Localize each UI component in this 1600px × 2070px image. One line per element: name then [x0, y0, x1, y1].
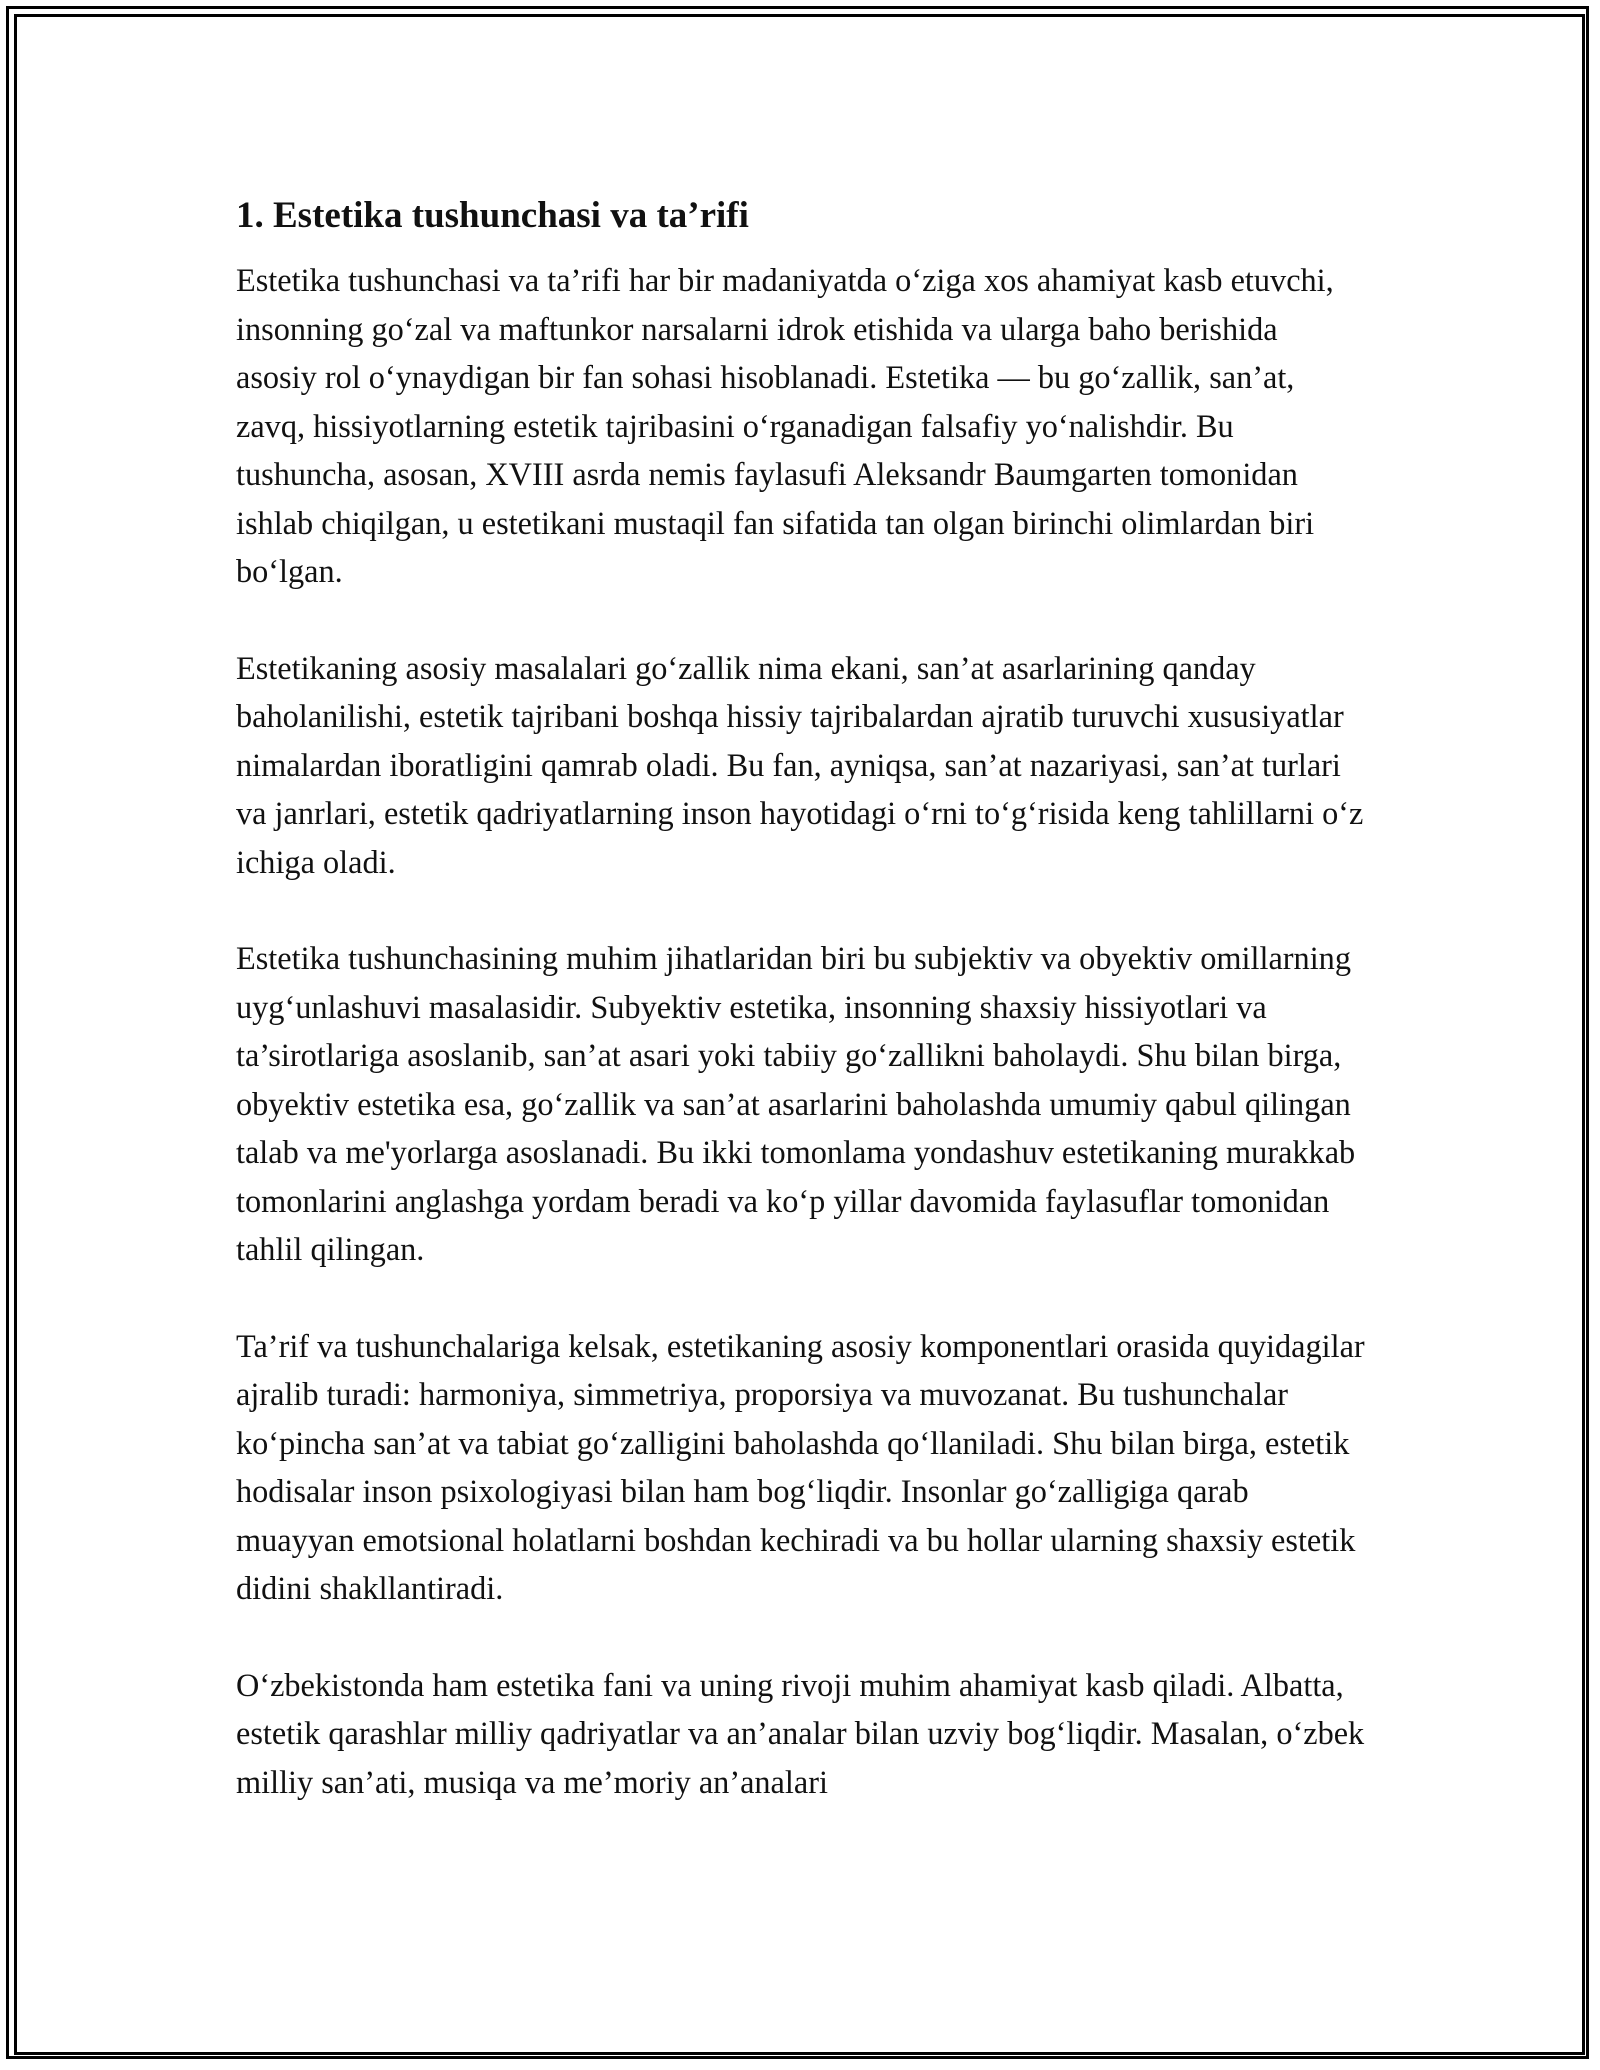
- paragraph-2: Estetikaning asosiy masalalari go‘zallik nima ekani, san’at asarlarining qanday baholanilishi, estetik tajribani boshqa hissiy tajribalardan ajratib turuvchi xususiyatlar nimalardan iboratligini qamrab oladi. Bu fan, ayniqsa, san’at nazariyasi, san’at turlari va janrlari, estetik qadriyatlarning inson hayotidagi o‘rni to‘g‘risida keng tahlillarni o‘z ichiga oladi.: [236, 649, 1364, 880]
- section-heading: 1. Estetika tushunchasi va ta’rifi: [236, 195, 749, 236]
- paragraph-1: Estetika tushunchasi va ta’rifi har bir madaniyatda o‘ziga xos ahamiyat kasb etuvchi, insonning go‘zal va maftunkor narsalarni idrok etishida va ularga baho berishida asosiy rol o‘ynaydigan bir fan sohasi hisoblanadi. Estetika — bu go‘zallik, san’at, zavq, hissiyotlarning estetik tajribasini o‘rganadigan falsafiy yo‘nalishdir. Bu tushuncha, asosan, XVIII asrda nemis faylasufi Aleksandr Baumgarten tomonidan ishlab chiqilgan, u estetikani mustaqil fan sifatida tan olgan birinchi olimlardan biri bo‘lgan.: [236, 262, 1334, 589]
- paragraph-5: O‘zbekistonda ham estetika fani va uning rivoji muhim ahamiyat kasb qiladi. Albatta, estetik qarashlar milliy qadriyatlar va an’analar bilan uzviy bog‘liqdir. Masalan, o‘zbek milliy san’ati, musiqa va me’moriy an’analari: [236, 1666, 1365, 1800]
- paragraph-3: Estetika tushunchasining muhim jihatlaridan biri bu subjektiv va obyektiv omillarning uyg‘unlashuvi masalasidir. Subyektiv estetika, insonning shaxsiy hissiyotlari va ta’sirotlariga asoslanib, san’at asari yoki tabiiy go‘zallikni baholaydi. Shu bilan birga, obyektiv estetika esa, go‘zallik va san’at asarlarini baholashda umumiy qabul qilingan talab va me'yorlarga asoslanadi. Bu ikki tomonlama yondashuv estetikaning murakkab tomonlarini anglashga yordam beradi va ko‘p yillar davomida faylasuflar tomonidan tahlil qilingan.: [236, 940, 1356, 1267]
- document-body: [236, 186, 1366, 1854]
- paragraph-4: Ta’rif va tushunchalariga kelsak, estetikaning asosiy komponentlari orasida quyidagilar ajralib turadi: harmoniya, simmetriya, proporsiya va muvozanat. Bu tushunchalar ko‘pincha san’at va tabiat go‘zalligini baholashda qo‘llaniladi. Shu bilan birga, estetik hodisalar inson psixologiyasi bilan ham bog‘liqdir. Insonlar go‘zalligiga qarab muayyan emotsional holatlarni boshdan kechiradi va bu hollar ularning shaxsiy estetik didini shakllantiradi.: [236, 1327, 1365, 1606]
